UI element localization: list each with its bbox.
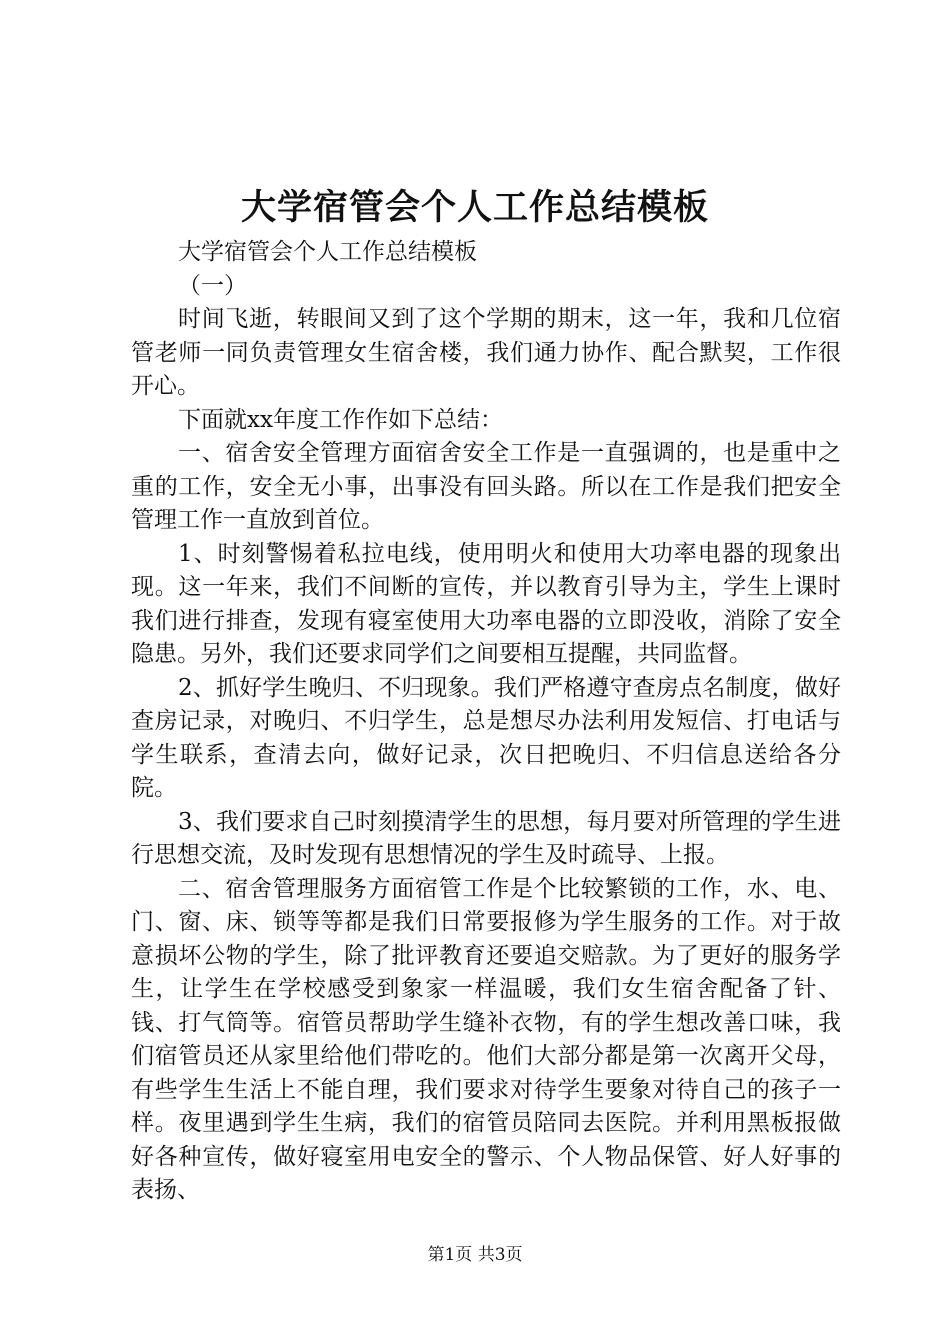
paragraph-section-number: （一）	[178, 272, 247, 299]
paragraph-item-2: 2、抓好学生晚归、不归现象。我们严格遵守查房点名制度，做好查房记录，对晚归、不归学生，总是想尽办法利用发短信、打电话与学生联系，查清去向，做好记录，次日把晚归、不归信息送给各分院。	[131, 674, 841, 801]
paragraph-summary-lead: 下面就xx年度工作作如下总结：	[178, 406, 503, 433]
document-body	[131, 236, 841, 1208]
paragraph-item-3: 3、我们要求自己时刻摸清学生的思想，每月要对所管理的学生进行思想交流，及时发现有思想情况的学生及时疏导、上报。	[131, 808, 841, 868]
paragraph-item-1: 1、时刻警惕着私拉电线，使用明火和使用大功率电器的现象出现。这一年来，我们不间断的宣传，并以教育引导为主，学生上课时我们进行排查，发现有寝室使用大功率电器的立即没收，消除了安全隐患。另外，我们还要求同学们之间要相互提醒，共同监督。	[131, 540, 841, 667]
paragraph-subtitle: 大学宿管会个人工作总结模板	[178, 239, 477, 265]
paragraph-safety-management: 一、宿舍安全管理方面宿舍安全工作是一直强调的，也是重中之重的工作，安全无小事，出事没有回头路。所以在工作是我们把安全管理工作一直放到首位。	[131, 440, 841, 533]
page-footer: 第1页 共3页	[427, 1245, 523, 1265]
paragraph-intro: 时间飞逝，转眼间又到了这个学期的期末，这一年，我和几位宿管老师一同负责管理女生宿舍楼，我们通力协作、配合默契，工作很开心。	[131, 306, 841, 399]
paragraph-service-management: 二、宿舍管理服务方面宿管工作是个比较繁锁的工作，水、电、门、窗、床、锁等等都是我们日常要报修为学生服务的工作。对于故意损坏公物的学生，除了批评教育还要追交赔款。为了更好的服务学生，让学生在学校感受到象家一样温暖，我们女生宿舍配备了针、钱、打气筒等。宿管员帮助学生缝补衣物，有的学生想改善口味，我们宿管员还从家里给他们带吃的。他们大部分都是第一次离开父母，有些学生生活上不能自理，我们要求对待学生要象对待自己的孩子一样。夜里遇到学生生病，我们的宿管员陪同去医院。并利用黑板报做好各种宣传，做好寝室用电安全的警示、个人物品保管、好人好事的表扬、	[131, 875, 841, 1203]
document-title: 大学宿管会个人工作总结模板	[240, 187, 709, 228]
